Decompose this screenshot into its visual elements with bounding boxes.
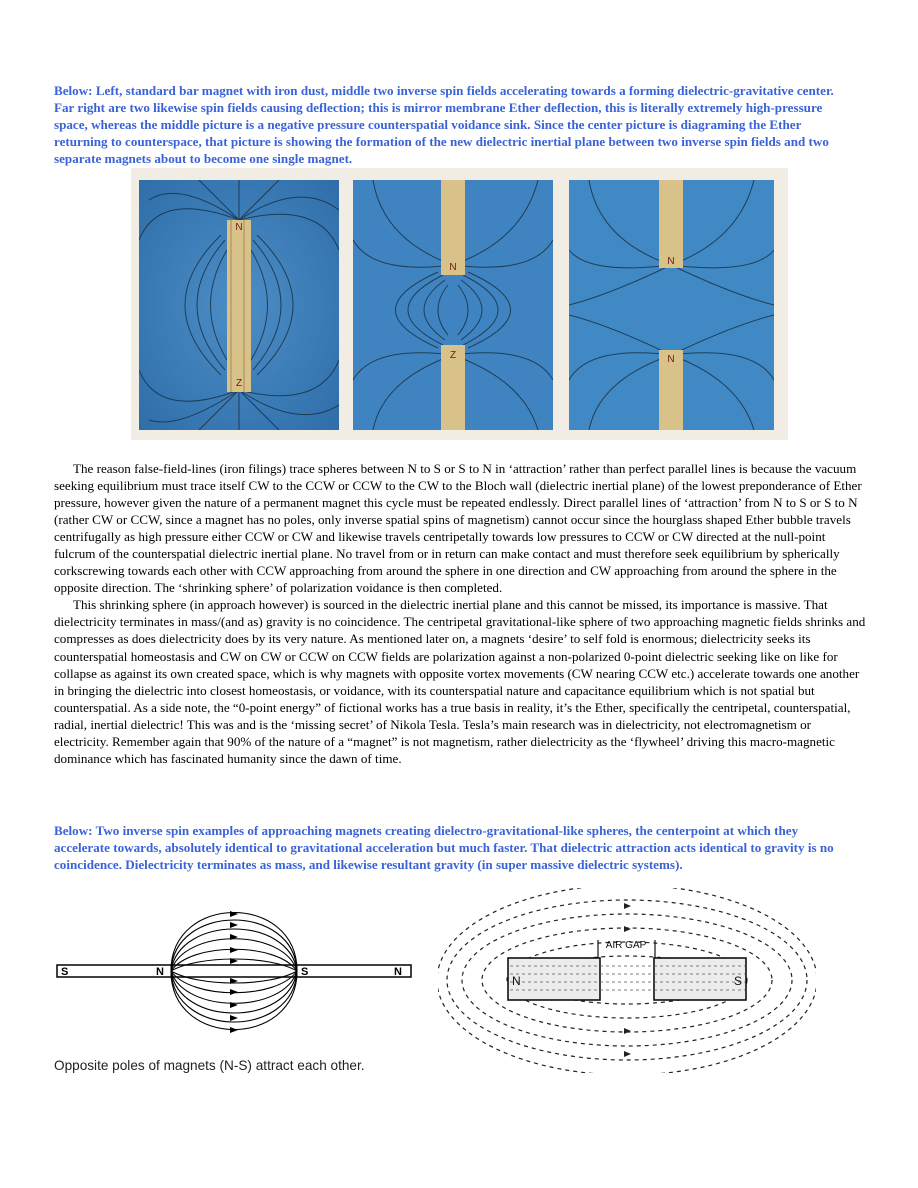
pole-label: S — [301, 966, 309, 978]
pole-label: N — [156, 966, 164, 978]
photo-inverse-spin — [353, 180, 553, 430]
pole-label: S — [734, 974, 743, 988]
diagram-opposite-poles — [54, 898, 414, 1048]
paragraph-2: This shrinking sphere (in approach however) is sourced in the dielectric inertial plane and this cannot be missed, its importance is massive. That dielectricity terminates in mass/(and as) gravity is no coincidence. The centripetal gravitational-like sphere of two approaching magnetic fields shrinks and compresses as does dielectricity does by its very nature. As mentioned later on, a magnets ‘desire’ to self fold is enormous; dielectricity seeks its counterspatial homeostasis and CW on CW or CCW on CCW fields are polarization against a non-polarized 0-point dielectric seeking like on like for collapse as against its own created space, which is why magnets with opposite vortex movements (CW nearing CCW etc.) accelerate towards one another in bringing the dielectric into closest homeostasis, or voidance, with its counterspatial nature and capacitance equilibrium which is not spatial but counterspatial. As a side note, the “0-point energy” of fictional works has a true basis in reality, it’s the Ether, specifically the centripetal, counterspatial, radial, inertial dielectric! This was and is the ‘missing secret’ of Nikola Tesla. Tesla’s main research was in dielectricity, not electromagnetism or electricity. Remember again that 90% of the nature of a “magnet” is not magnetism, rather dielectricity as the ‘flywheel’ driving this macro-magnetic dominance which has fascinated humanity since the dawn of time. — [54, 597, 866, 766]
magnet-letter: N — [667, 256, 675, 267]
body-text — [54, 460, 866, 767]
air-gap-label: AIR GAP — [605, 940, 647, 951]
paragraph-1: The reason false-field-lines (iron filings) trace spheres between N to S or S to N in ‘attraction’ rather than perfect parallel lines is because the vacuum seeking equilibrium must trace itself CW to the CCW or CCW to the CW to the Bloch wall (dielectric inertial plane) of the lowest preponderance of Ether pressure, however given the nature of a permanent magnet this cycle must be repeated endlessly. Direct parallel lines of ‘attraction’ from N to S or S to N (rather CW or CCW, since a magnet has no poles, only inverse spatial spins of magnetism) cannot occur since the hourglass shaped Ether bubble travels centrifugally as high pressure either CCW or CW and likewise travels centripetally towards low pressures to CCW or CW directed at the null-point fulcrum of the counterspatial dielectric inertial plane. No travel from or in return can make contact and must therefore seek equilibrium by spherically corkscrewing towards each other with CCW approaching from around the sphere in one direction and CW approaching from around the sphere in the opposite direction. The ‘shrinking sphere’ of polarization voidance is then completed. — [54, 461, 862, 596]
diagram-left-caption: Opposite poles of magnets (N-S) attract each other. — [54, 1058, 365, 1073]
magnet-letter: Z — [449, 350, 457, 361]
magnet-letter: N — [449, 262, 457, 273]
magnet-letter: Z — [235, 378, 243, 389]
pole-label: N — [512, 974, 521, 988]
pole-label: S — [61, 966, 69, 978]
magnet-letter: N — [235, 222, 243, 233]
diagram-air-gap — [438, 888, 816, 1073]
magnet-letter: N — [667, 354, 675, 365]
caption-top: Below: Left, standard bar magnet with iron dust, middle two inverse spin fields accelerating towards a forming dielectric-gravitative center. Far right are two likewise spin fields causing deflection; this is mirror membrane Ether deflection, this is literally extremely high-pressure space, whereas the middle picture is a negative pressure counterspatial voidance sink. Since the center picture is diagraming the Ether returning to counterspace, that picture is showing the formation of the new dielectric inertial plane between two inverse spin fields and two separate magnets about to become one single magnet. — [54, 83, 834, 166]
photo-bar-magnet — [139, 180, 339, 430]
iron-filings-photo-strip — [131, 168, 788, 440]
pole-label: N — [394, 966, 402, 978]
caption-bottom: Below: Two inverse spin examples of approaching magnets creating dielectro-gravitational-like spheres, the centerpoint at which they accelerate towards, absolutely identical to gravitational acceleration but much faster. That dielectric attraction acts identical to gravity is no coincidence. Dielectricity terminates as mass, and likewise resultant gravity (in super massive dielectric systems). — [54, 823, 834, 872]
photo-likewise-spin — [569, 180, 774, 430]
